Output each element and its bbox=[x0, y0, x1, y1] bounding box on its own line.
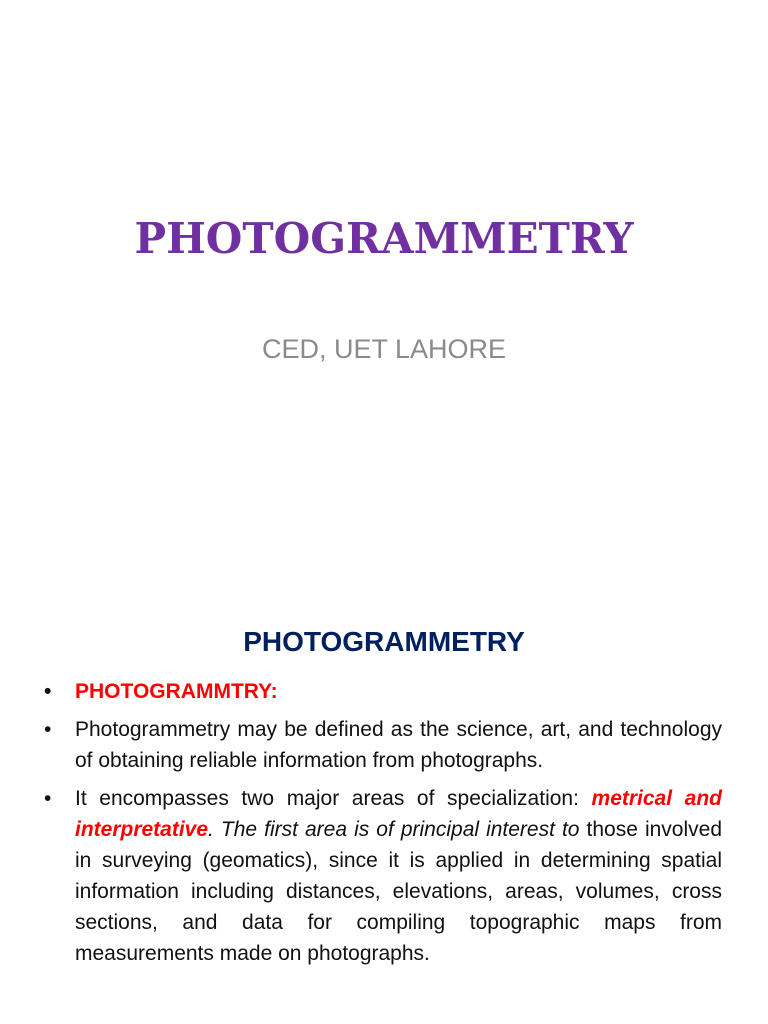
bullet-item-heading: • PHOTOGRAMMTRY: bbox=[44, 676, 722, 707]
bullet-lead-text: It encompasses two major areas of specialization: bbox=[75, 787, 592, 810]
bullet-rest-text: those involved in surveying (geomatics), since it is applied in determining spatial information including distances, elevations, areas, volumes, cross sections, and data for compiling topographic maps from measurements made on photographs. bbox=[75, 818, 722, 965]
bullet-italic-text: . The first area is of principal interest to bbox=[208, 818, 580, 841]
bullet-item-specialization bbox=[44, 783, 722, 969]
content-slide-title: PHOTOGRAMMETRY bbox=[243, 626, 525, 657]
slide-title: PHOTOGRAMMETRY bbox=[134, 214, 634, 263]
bullet-item-definition: • Photogrammetry may be defined as the science, art, and technology of obtaining reliable information from photographs. bbox=[44, 714, 722, 776]
content-slide bbox=[0, 576, 768, 1024]
bullet-list bbox=[44, 676, 722, 976]
bullet-emphasis-text: metrical and interpretative bbox=[75, 787, 723, 841]
slide-subtitle: CED, UET LAHORE bbox=[261, 334, 507, 364]
